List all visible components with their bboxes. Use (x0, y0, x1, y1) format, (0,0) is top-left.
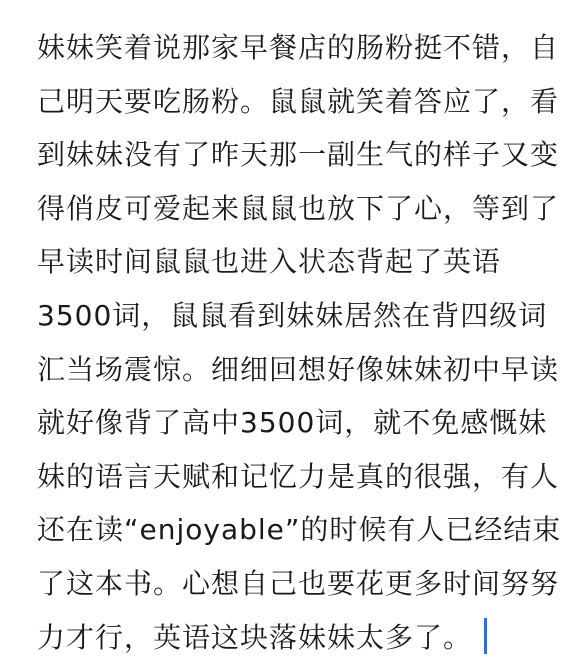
text-line-8: 就好像背了高中3500词，就不免感慨妹 (37, 406, 548, 440)
text-line-5: 早读时间鼠鼠也进入状态背起了英语 (37, 245, 502, 279)
text-line-6: 3500词，鼠鼠看到妹妹居然在背四级词 (37, 298, 548, 332)
article-body[interactable] (37, 21, 562, 664)
text-line-4: 得俏皮可爱起来鼠鼠也放下了心，等到了 (37, 191, 560, 225)
text-cursor (484, 618, 487, 654)
text-line-2: 己明天要吃肠粉。鼠鼠就笑着答应了，看 (37, 84, 560, 118)
text-line-11: 了这本书。心想自己也要花更多时间努努 (37, 566, 560, 600)
text-line-3: 到妹妹没有了昨天那一副生气的样子又变 (37, 138, 560, 172)
text-line-12: 力才行，英语这块落妹妹太多了。 (37, 620, 473, 654)
text-line-12-wrapper (37, 611, 557, 664)
text-line-1: 妹妹笑着说那家早餐店的肠粉挺不错，自 (37, 31, 560, 64)
text-line-10: 还在读“enjoyable”的时候有人已经结束 (37, 513, 562, 547)
text-line-7: 汇当场震惊。细细回想好像妹妹初中早读 (37, 352, 560, 386)
text-line-9: 妹的语言天赋和记忆力是真的很强，有人 (37, 459, 560, 493)
